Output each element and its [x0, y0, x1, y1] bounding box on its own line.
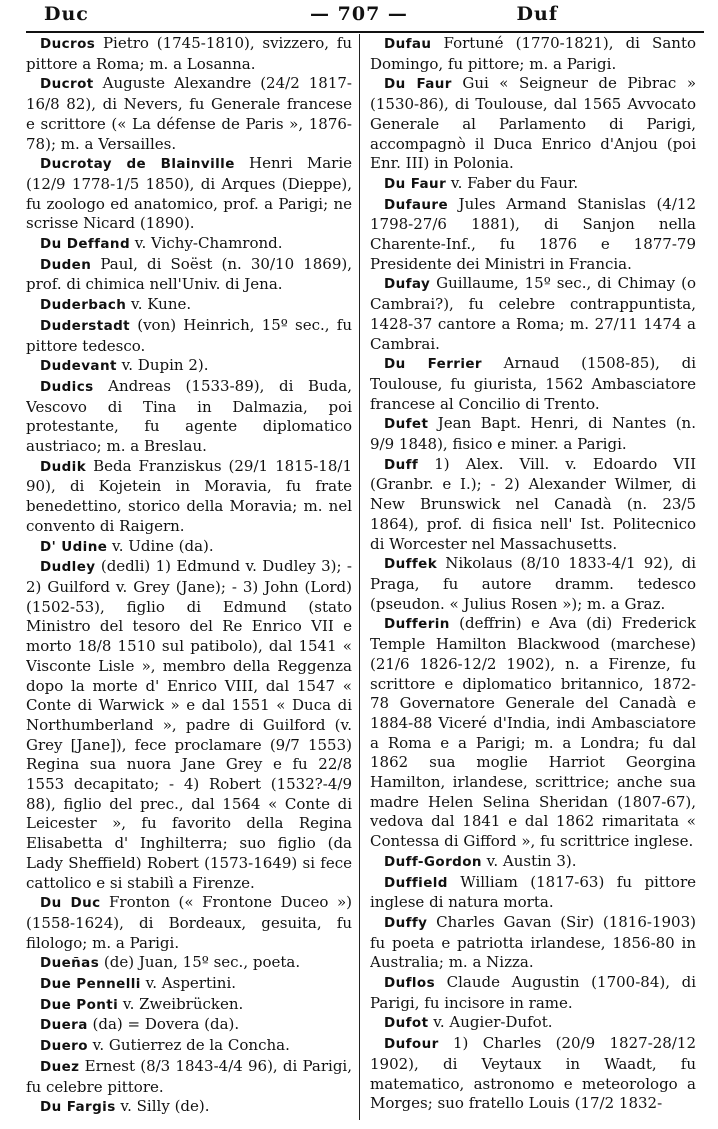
right-column — [370, 34, 696, 1122]
entry-headword: Duffy — [384, 914, 428, 931]
entry-text: v. Gutierrez de la Concha. — [87, 1036, 290, 1055]
entry-text: Fortuné (1770-1821), di Santo Domingo, fu pittore; m. a Parigi. — [370, 34, 696, 73]
entry-headword: Dudevant — [40, 358, 117, 375]
entry — [26, 537, 352, 558]
entry-text: v. Faber du Faur. — [446, 173, 579, 192]
entry-headword: Duderbach — [40, 297, 127, 314]
header-left-guide-word: Duc — [44, 3, 89, 25]
entry-text: Pietro (1745-1810), svizzero, fu pittore a Roma; m. a Losanna. — [26, 34, 352, 73]
entry-text: (de) Juan, 15º sec., poeta. — [99, 953, 301, 972]
entry-text: v. Augier-Dufot. — [428, 1013, 553, 1032]
entry — [26, 1057, 352, 1097]
entry — [370, 1013, 696, 1034]
entry — [26, 255, 352, 295]
entry — [26, 316, 352, 356]
entry-headword: Dudik — [40, 458, 87, 475]
entry-text: Arnaud (1508-85), di Toulouse, fu giurista, 1562 Ambasciatore francese al Concilio di Trento. — [370, 354, 696, 413]
entry-text: v. Udine (da). — [107, 536, 214, 555]
entry — [26, 995, 352, 1016]
entry — [26, 1036, 352, 1057]
entry-text: Henri Marie (12/9 1778-1/5 1850), di Arques (Dieppe), fu zoologo ed anatomico, prof. a Parigi; ne scrisse Nicard (1890). — [26, 154, 352, 233]
entry-text: Andreas (1533-89), di Buda, Vescovo di Tina in Dalmazia, poi protestante, fu agente diplomatico austriaco; m. a Breslau. — [26, 376, 352, 456]
entry-headword: Dufaure — [384, 196, 449, 213]
entry-headword: Duflos — [384, 975, 436, 992]
entry-text: Auguste Alexandre (24/2 1817-16/8 82), di Nevers, fu Generale francese e scrittore (« La défense de Paris », 1876-78); m. a Versailles. — [26, 74, 352, 153]
entry-headword: Dufet — [384, 416, 429, 433]
entry-headword: Dufferin — [384, 616, 450, 633]
entry — [370, 873, 696, 913]
entry-text: Jules Armand Stanislas (4/12 1798-27/6 1881), di Sanjon nella Charente-Inf., fu 1876 e 1877-79 Presidente dei Ministri in Francia. — [370, 194, 696, 273]
entry-headword: Duden — [40, 256, 92, 273]
entry-headword: Dudley — [40, 559, 96, 576]
entry-text: Beda Franziskus (29/1 1815-18/1 90), di Kojetein in Moravia, fu frate benedettino, storico della Moravia; m. nel convento di Raigern. — [26, 456, 352, 535]
entry-headword: Du Fargis — [40, 1099, 116, 1116]
entry-text: 1) Charles (20/9 1827-28/12 1902), di Veytaux in Waadt, fu matematico, astronomo e meteorologo a Morges; suo fratello Louis (17/2 1832- — [370, 1034, 696, 1113]
entry — [26, 234, 352, 255]
entry-text: v. Zweibrücken. — [118, 994, 244, 1013]
entry — [370, 455, 696, 555]
entry-headword: Du Faur — [384, 76, 452, 93]
page-number: — 707 — — [310, 3, 408, 25]
entry — [370, 973, 696, 1013]
entry-text: Paul, di Soëst (n. 30/10 1869), prof. di chimica nell'Univ. di Jena. — [26, 254, 352, 294]
entry-headword: Ducros — [40, 36, 96, 52]
page-header — [0, 0, 718, 32]
entry-text: William (1817-63) fu pittore inglese di natura morta. — [370, 872, 696, 912]
entry-text: (von) Heinrich, 15º sec., fu pittore tedesco. — [26, 315, 352, 355]
entry — [26, 953, 352, 974]
entry-text: Charles Gavan (Sir) (1816-1903) fu poeta e patriotta irlandese, 1856-80 in Australia; m. a Nizza. — [370, 912, 696, 972]
entry — [26, 457, 352, 537]
entry-text: (da) = Dovera (da). — [87, 1015, 240, 1034]
entry-headword: Duez — [40, 1058, 80, 1075]
entry-headword: Du Faur — [384, 175, 447, 192]
entry-headword: D' Udine — [40, 538, 108, 555]
entry — [370, 274, 696, 354]
entry — [26, 893, 352, 953]
entry — [370, 74, 696, 174]
entry-text: v. Kune. — [126, 295, 192, 314]
entry-headword: Ducrotay de Blainville — [40, 156, 235, 173]
entry-headword: Due Ponti — [40, 996, 119, 1013]
column-divider — [359, 34, 360, 1120]
entry-headword: Duero — [40, 1038, 88, 1055]
left-column — [26, 34, 352, 1122]
entry-text: v. Austin 3). — [481, 851, 577, 870]
entry — [26, 295, 352, 316]
entry-text: (deffrin) e Ava (di) Frederick Temple Hamilton Blackwood (marchese) (21/6 1826-12/2 1902), n. a Firenze, fu scrittore e diplomatico britannico, 1872-78 Governatore Generale del Canadà e 1884-88 Viceré d'India, indi Ambasciatore a Roma e a Parigi; m. a Londra; fu dal 1862 sua moglie Harriot Georgina Hamilton, irlandese, scrittrice; anche sua madre Helen Selina Sheridan (1807-67), vedova dal 1841 e dal 1862 rimaritata « Contessa di Gifford », fu scrittrice inglese. — [370, 614, 696, 851]
entry — [370, 174, 696, 195]
entry — [370, 614, 696, 851]
entry — [26, 1097, 352, 1118]
entry-text: 1) Alex. Vill. v. Edoardo VII (Granbr. e I.); - 2) Alexander Wilmer, di New Brunswick nel Canadà (n. 23/5 1864), prof. di fisica nell' Ist. Politecnico di Worcester nel Massachusetts. — [370, 454, 696, 553]
entry-headword: Duera — [40, 1017, 88, 1034]
entry — [26, 356, 352, 377]
entry-headword: Dufay — [384, 276, 431, 293]
entry-headword: Dudics — [40, 378, 94, 395]
entry-headword: Duff — [384, 456, 419, 473]
entry-text: Fronton (« Frontone Duceo ») (1558-1624), di Bordeaux, gesuita, fu filologo; m. a Parigi. — [26, 893, 352, 952]
entry — [370, 195, 696, 275]
entry-headword: Du Duc — [40, 895, 101, 912]
entry-headword: Du Deffand — [40, 236, 131, 253]
entry-headword: Duff-Gordon — [384, 853, 482, 870]
entry-text: Nikolaus (8/10 1833-4/1 92), di Praga, fu autore dramm. tedesco (pseudon. « Julius Rosen »); m. a Graz. — [370, 554, 696, 613]
entry-headword: Dufot — [384, 1015, 429, 1032]
entry-headword: Duffek — [384, 556, 438, 573]
entry — [370, 414, 696, 454]
header-rule — [26, 31, 704, 33]
entry-headword: Duderstadt — [40, 317, 131, 334]
entry-text: Jean Bapt. Henri, di Nantes (n. 9/9 1848), fisico e miner. a Parigi. — [370, 414, 696, 454]
entry-text: Ernest (8/3 1843-4/4 96), di Parigi, fu celebre pittore. — [26, 1056, 352, 1096]
entry-text: Guillaume, 15º sec., di Chimay (o Cambrai?), fu celebre contrappuntista, 1428-37 cantore a Roma; m. 27/11 1474 a Cambrai. — [370, 274, 696, 353]
entry — [26, 557, 352, 893]
header-right-guide-word: Duf — [516, 3, 558, 25]
entry-headword: Dufour — [384, 1036, 439, 1053]
entry-text: v. Dupin 2). — [116, 356, 209, 375]
entry-headword: Due Pennelli — [40, 976, 141, 993]
entry — [26, 1015, 352, 1036]
entry-headword: Dufau — [384, 36, 432, 52]
entry-text: v. Silly (de). — [115, 1097, 210, 1116]
entry — [370, 554, 696, 614]
entry-headword: Ducrot — [40, 76, 94, 93]
entry-text: v. Aspertini. — [140, 974, 237, 993]
entry-text: Claude Augustin (1700-84), di Parigi, fu incisore in rame. — [370, 973, 696, 1012]
entry — [370, 1034, 696, 1114]
entry — [370, 913, 696, 973]
entry-text: (dedli) 1) Edmund v. Dudley 3); - 2) Guilford v. Grey (Jane); - 3) John (Lord) (1502-53), figlio di Edmund (stato Ministro del tesoro del Re Enrico VII e morto 18/8 1510 sul patibolo), dal 1541 « Visconte Lisle », membro della Reggenza dopo la morte d' Enrico VIII, dal 1547 « Conte di Warwick » e dal 1551 « Duca di Northumberland », padre di Guilford (v. Grey [Jane]), fece proclamare (9/7 1553) Regina sua nuora Jane Grey e fu 22/8 1553 decapitato; - 4) Robert (1532?-4/9 88), figlio del prec., dal 1564 « Conte di Leicester », fu favorito della Regina Elisabetta d' Inghilterra; suo figlio (da Lady Sheffield) Robert (1573-1649) si fece cattolico e si stabilì a Firenze. — [26, 557, 352, 892]
entry-headword: Du Ferrier — [384, 356, 482, 373]
entry — [370, 354, 696, 414]
entry-headword: Dueñas — [40, 955, 100, 972]
entry — [26, 377, 352, 457]
entry-text: v. Vichy-Chamrond. — [130, 234, 283, 253]
entry — [26, 154, 352, 234]
entry — [26, 34, 352, 74]
entry — [26, 74, 352, 154]
entry — [370, 852, 696, 873]
entry-text: Gui « Seigneur de Pibrac » (1530-86), di Toulouse, dal 1565 Avvocato Generale al Parlamento di Parigi, accompagnò il Duca Enrico d'Anjou (poi Enr. III) in Polonia. — [370, 74, 696, 173]
entry — [26, 974, 352, 995]
entry-headword: Duffield — [384, 874, 448, 891]
entry — [370, 34, 696, 74]
